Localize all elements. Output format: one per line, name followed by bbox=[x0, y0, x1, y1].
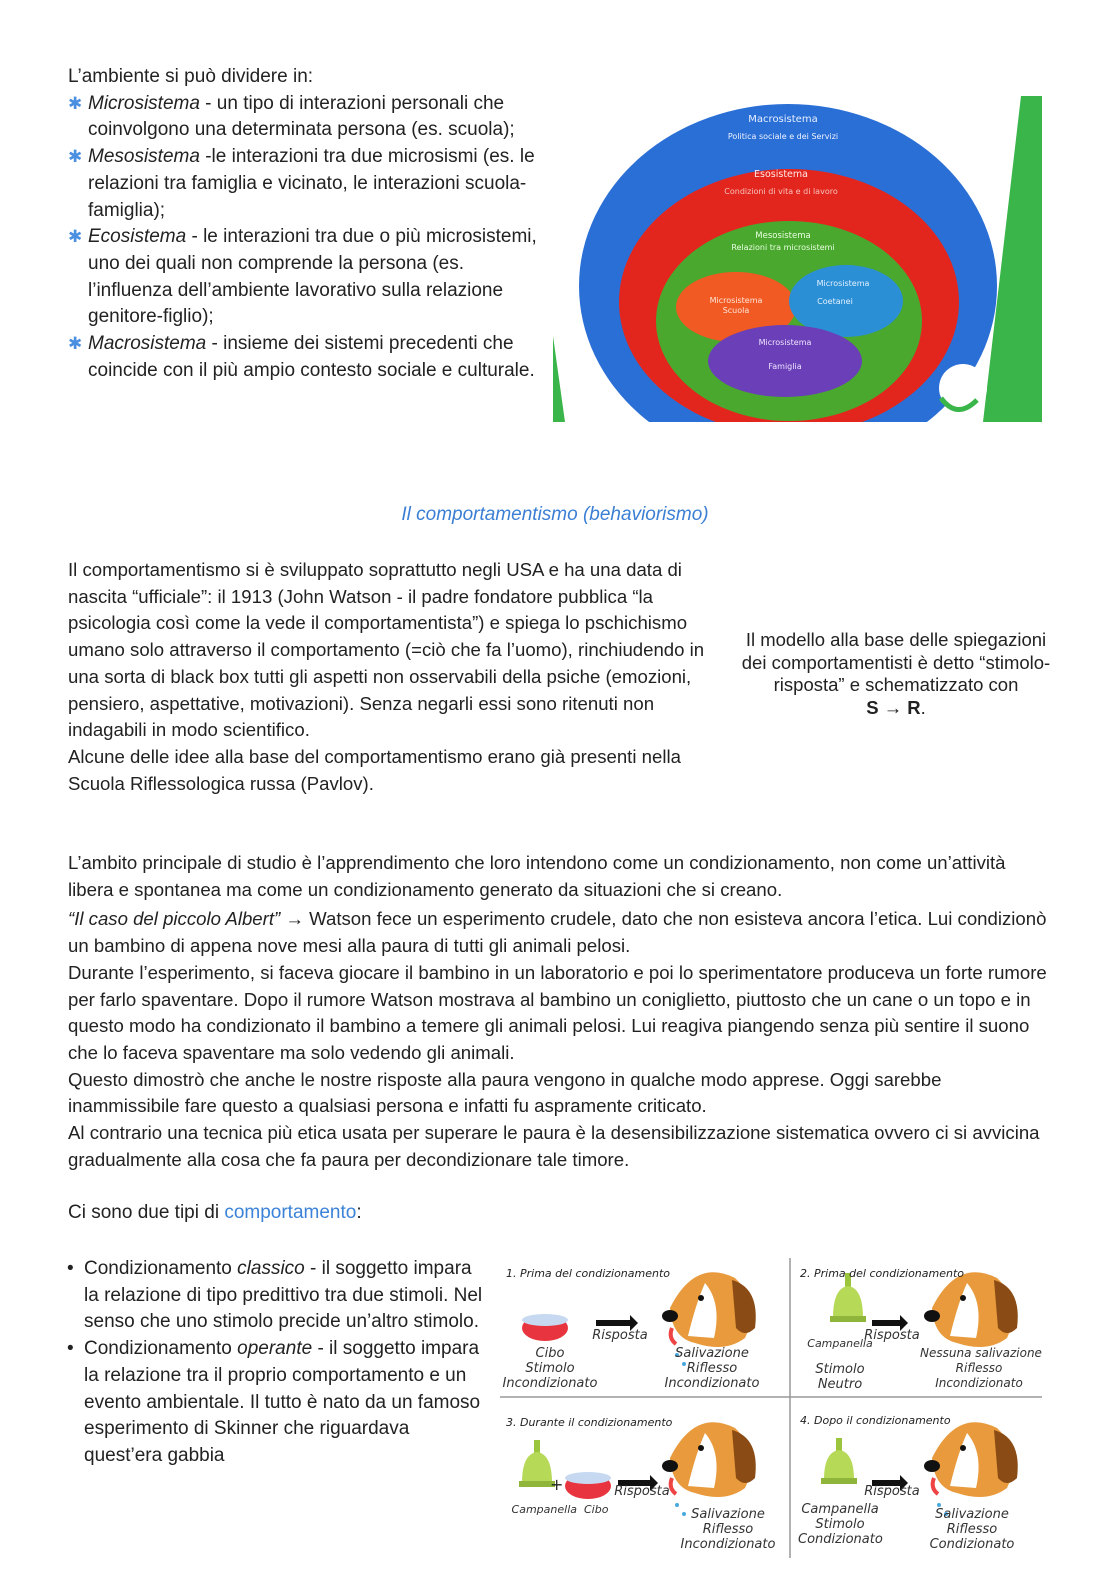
panel-1-arrow-label: Risposta bbox=[592, 1328, 648, 1343]
bullet-dot-icon: • bbox=[67, 1338, 74, 1360]
environment-item-text: - le interazioni tra due o più microsistemi, uno dei quali non comprende la persona (es. l’influenza dell’ambiente lavorativo sulla relazione genitore-figlio); bbox=[88, 226, 537, 328]
environment-section bbox=[68, 64, 538, 384]
types-intro bbox=[68, 1200, 668, 1227]
learning-section bbox=[68, 850, 1053, 1173]
environment-item-text: -le interazioni tra due microsismi (es. le relazioni tra famiglia e vicinato, le interazioni scuola-famiglia); bbox=[88, 146, 535, 221]
conditioning-type-item bbox=[67, 1336, 487, 1470]
asterisk-icon: ✱ bbox=[68, 93, 83, 113]
panel-3-right-label: Salivazione Riflesso Incondizionato bbox=[680, 1507, 776, 1552]
environment-item bbox=[68, 224, 538, 331]
food-bowl-rim-icon bbox=[522, 1314, 568, 1326]
types-intro-colon: : bbox=[356, 1202, 362, 1223]
behaviorism-paragraph-2: Alcune delle idee alla base del comportamentismo erano già presenti nella Scuola Riflessologica russa (Pavlov). bbox=[68, 745, 681, 794]
panel-4-title: 4. Dopo il condizionamento bbox=[800, 1414, 951, 1427]
panel-1-right-label: Salivazione Riflesso Incondizionato bbox=[664, 1346, 760, 1391]
panel-3-left-label: Campanella Cibo bbox=[511, 1503, 609, 1516]
conditioning-type-item bbox=[67, 1256, 487, 1336]
panel-2-title: 2. Prima del condizionamento bbox=[800, 1267, 965, 1280]
panel-3-arrow-label: Risposta bbox=[614, 1484, 670, 1499]
macrosistema-sub: Politica sociale e dei Servizi bbox=[727, 132, 839, 141]
panel-2-left-label: Stimolo Neutro bbox=[815, 1362, 865, 1392]
microsistema-famiglia-sub: Famiglia bbox=[768, 362, 802, 371]
microsistema-scuola-sub: Scuola bbox=[722, 306, 750, 315]
environment-list bbox=[68, 91, 538, 385]
asterisk-icon: ✱ bbox=[68, 334, 83, 354]
panel-2-right-label: Nessuna salivazione Riflesso Incondizionato bbox=[920, 1346, 1042, 1390]
albert-title: “Il caso del piccolo Albert” bbox=[68, 908, 281, 930]
ecological-diagram-svg bbox=[553, 96, 1042, 422]
formula-period: . bbox=[920, 696, 926, 718]
panel-2-top-label: Campanella bbox=[807, 1337, 873, 1350]
environment-item-term: Ecosistema bbox=[88, 226, 187, 248]
types-list bbox=[67, 1256, 487, 1470]
comportamento-link[interactable]: comportamento bbox=[224, 1202, 357, 1223]
type-term: operante bbox=[237, 1338, 313, 1360]
dog-head-icon bbox=[662, 1422, 756, 1497]
asterisk-icon: ✱ bbox=[68, 147, 83, 167]
stimulus-response-note bbox=[740, 629, 1052, 719]
panel-4-right-label: Salivazione Riflesso Condizionato bbox=[929, 1507, 1015, 1552]
environment-item-text: - insieme dei sistemi precedenti che coincide con il più ampio contesto sociale e culturale. bbox=[88, 333, 535, 381]
types-intro-text: Ci sono due tipi di bbox=[68, 1202, 225, 1223]
environment-intro: L’ambiente si può dividere in: bbox=[68, 66, 314, 87]
esosistema-label: Esosistema bbox=[754, 169, 808, 180]
mesosistema-sub: Relazioni tra microsistemi bbox=[731, 243, 835, 252]
type-prefix: Condizionamento bbox=[84, 1258, 238, 1279]
environment-item-term: Mesosistema bbox=[88, 146, 200, 168]
panel-3-title: 3. Durante il condizionamento bbox=[506, 1416, 673, 1429]
side-note-text: Il modello alla base delle spiegazioni dei comportamentisti è detto “stimolo-risposta” e schematizzato con bbox=[741, 629, 1051, 695]
behaviorism-text bbox=[68, 557, 708, 797]
mesosistema-label: Mesosistema bbox=[755, 231, 811, 241]
panel-1-title: 1. Prima del condizionamento bbox=[506, 1267, 671, 1280]
environment-item-text: - un tipo di interazioni personali che coinvolgono una determinata persona (es. scuola); bbox=[88, 92, 515, 141]
microsistema-famiglia-label: Microsistema bbox=[758, 338, 812, 347]
panel-4-left-label: Campanella Stimolo Condizionato bbox=[798, 1502, 883, 1547]
behaviorism-heading: Il comportamentismo (behaviorismo) bbox=[401, 504, 709, 525]
type-term: classico bbox=[237, 1258, 305, 1279]
type-text: - il soggetto impara la relazione tra il proprio comportamento e un evento ambientale. Il tutto è nato da un famoso esperimento di Skinner che riguardava quest’era gabbia bbox=[84, 1338, 481, 1466]
albert-arrow: → bbox=[280, 908, 310, 930]
albert-text: Watson fece un esperimento crudele, dato che non esisteva ancora l’etica. Lui condizionò un bambino di appena nove mesi alla paura di tutti gli animali pelosi. bbox=[68, 908, 1047, 957]
plus-icon: + bbox=[550, 1475, 564, 1494]
learning-paragraph-2: Durante l’esperimento, si faceva giocare il bambino in un laboratorio e poi lo sperimentatore produceva un forte rumore per farlo spaventare. Dopo il rumore Watson mostrava al bambino un coniglietto, piuttosto che un cane o un topo e in questo modo ha condizionato il bambino a temere gli animali pelosi. Lui reagiva piangendo senza più sentire il suono che lo faceva spaventare ma solo vedendo gli animali. bbox=[68, 961, 1047, 1063]
green-accent-left bbox=[553, 336, 565, 422]
bell-icon bbox=[821, 1438, 857, 1484]
panel-2-arrow-label: Risposta bbox=[864, 1328, 920, 1343]
environment-item bbox=[68, 331, 538, 384]
panel-1-left-label: Cibo Stimolo Incondizionato bbox=[502, 1346, 598, 1391]
food-bowl-rim-icon bbox=[565, 1472, 611, 1484]
ecological-diagram bbox=[553, 96, 1042, 422]
behaviorism-paragraph-1: Il comportamentismo si è sviluppato soprattutto negli USA e ha una data di nascita “ufficiale”: il 1913 (John Watson - il padre fondatore pubblica “la psicologia così come la vede il comportamentista”) e spiega lo pschichismo umano solo attraverso il comportamento (=ciò che fa l’uomo), rinchiudendo in una sorta di black box tutti gli aspetti non osservabili della psiche (emozioni, pensiero, aspettative, motivazioni). Senza negarli essi sono ritenuti non indagabili in modo scientifico. bbox=[68, 559, 705, 741]
side-note-formula-line bbox=[740, 697, 1052, 720]
environment-item-term: Macrosistema bbox=[88, 333, 207, 355]
learning-paragraph-4: Al contrario una tecnica più etica usata per superare le paura è la desensibilizzazione sistematica ovvero ci si avvicina gradualmente alla cosa che fa paura per decondizionare tale timore. bbox=[68, 1122, 1040, 1170]
type-text: - il soggetto impara la relazione di tipo predittivo tra due stimoli. Nel senso che uno stimolo precide un’altro stimolo. bbox=[84, 1258, 483, 1333]
macrosistema-label: Macrosistema bbox=[748, 114, 818, 125]
type-prefix: Condizionamento bbox=[84, 1338, 238, 1360]
asterisk-icon: ✱ bbox=[68, 227, 83, 247]
microsistema-coetanei-sub: Coetanei bbox=[817, 297, 853, 306]
environment-item bbox=[68, 91, 538, 144]
microsistema-famiglia-ellipse bbox=[708, 325, 862, 397]
microsistema-coetanei-label: Microsistema bbox=[816, 279, 870, 288]
learning-paragraph-1: L’ambito principale di studio è l’apprendimento che loro intendono come un condizionamento, non come un’attività libera e spontanea ma come un condizionamento generato da situazioni che si creano. bbox=[68, 852, 1006, 900]
environment-item bbox=[68, 144, 538, 224]
esosistema-sub: Condizioni di vita e di lavoro bbox=[724, 187, 838, 196]
formula-s-r: S → R bbox=[866, 696, 921, 718]
types-section bbox=[67, 1256, 487, 1470]
dog-head-icon bbox=[662, 1272, 756, 1347]
environment-item-term: Microsistema bbox=[88, 92, 200, 114]
albert-paragraph bbox=[68, 906, 1053, 959]
panel-4-arrow-label: Risposta bbox=[864, 1484, 920, 1499]
microsistema-scuola-label: Microsistema bbox=[709, 296, 763, 305]
conditioning-figure bbox=[500, 1258, 1042, 1558]
bullet-dot-icon: • bbox=[67, 1258, 74, 1279]
learning-paragraph-3: Questo dimostrò che anche le nostre risposte alla paura vengono in qualche modo apprese. Oggi sarebbe inammissibile fare questo a qualsiasi persona e infatti fu aspramente criticato. bbox=[68, 1068, 942, 1117]
